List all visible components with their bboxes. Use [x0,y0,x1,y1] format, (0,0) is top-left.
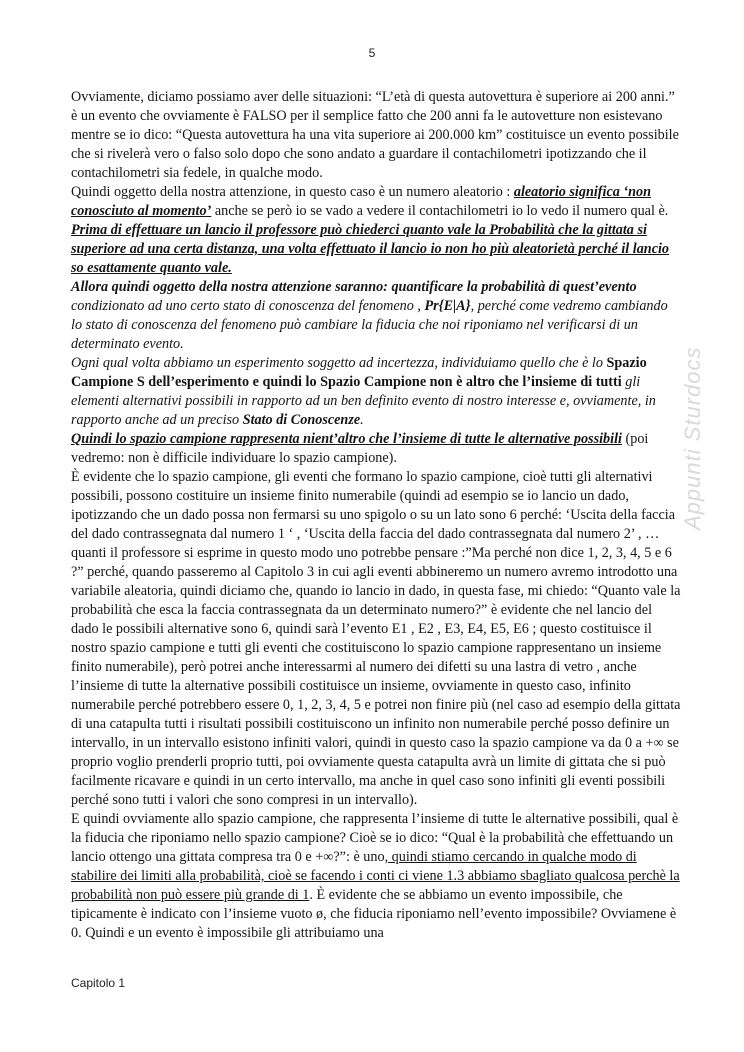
paragraph-5-text-b: (poi vedremo: non è difficile individuare lo spazio campione). [71,431,649,466]
paragraph-6: È evidente che lo spazio campione, gli eventi che formano lo spazio campione, cioè tutti gli alternativi possibili, possono costituire un insieme finito numerabile (quindi ad esempio se io lancio un dado, ipotizzando che un dado possa non fermarsi su uno spigolo o su un lato sono 6 perché: ‘Uscita della faccia del dado contrassegnata dal numero 1 ‘ , ‘Uscita della faccia del dado contrassegnata dal numero 2’ , … quanti il professore si esprime in questo modo uno potrebbe pensare :”Ma perché non dice 1, 2, 3, 4, 5 e 6 ?” perché, quando passeremo al Capitolo 3 in cui agli eventi abbineremo un numero avremo introdotto una variabile aleatoria, quindi diciamo che, quando io lancio in dado, in questa fase, mi chiedo: “Quanto vale la probabilità che esca la faccia contrassegnata da un determinato numero?” è evidente che nel lancio del dado le possibili alternative sono 6, quindi sarà l’evento E1 , E2 , E3, E4, E5, E6 ; questo costituisce il nostro spazio campione e tutti gli eventi che costituiscono lo spazio campione rappresentano un insieme finito numerabile), però potrei anche interessarmi al numero dei difetti su una lastra di vetro , anche l’insieme di tutte la alternative possibili costituisce un insieme, ovviamente in questo caso, infinito numerabile perché potrebbero essere 0, 1, 2, 3, 4, 5 e potrei non finire più (nel caso ad esempio della gittata di una catapulta tutti i risultati possibili costituiscono un infinito non numerabile perché posso definire un intervallo, in un intervallo esistono infiniti valori, quindi in questo caso la spazio campione va da 0 a +∞ se proprio voglio prenderli proprio tutti, poi ovviamente questa catapulta avrà un limite di gittata che si può facilmente ricavare e quindi in un certo intervallo, ma anche in quel caso sono infiniti gli eventi possibili perché sono tutti i valori che sono compresi in un intervallo). [71,469,681,808]
spazio-campione-summary: Quindi lo spazio campione rappresenta nient’altro che l’insieme di tutte le alternative possibili [71,431,622,447]
paragraph-3 [71,278,681,354]
paragraph-5 [71,430,681,468]
paragraph-2 [71,183,681,278]
probability-limits: quindi stiamo cercando in qualche modo di stabilire dei limiti alla probabilità, cioè se facendo i conti ci viene 1.3 abbiamo sbagliato qualcosa perchè la probabilità non può essere più grande di 1 [71,849,680,903]
paragraph-2-text-c: anche se però io se vado a vedere il contachilometri io lo vedo il numero qual è. [211,203,669,219]
paragraph-3-text-a: Allora quindi oggetto della nostra attenzione saranno: quantificare la probabilità di quest’evento [71,279,637,295]
page-number: 5 [368,46,376,60]
watermark: Appunti Sturdocs [680,346,705,530]
paragraph-7 [71,810,681,943]
document-body [71,88,681,943]
catapult-example: Prima di effettuare un lancio il professore può chiederci quanto vale la Probabilità che la gittata si superiore ad una certa distanza, una volta effettuato il lancio io non ho più aleatorietà perché il lancio so esattamente quanto vale. [71,222,670,276]
paragraph-7-text-a: E quindi ovviamente allo spazio campione, che rappresenta l’insieme di tutte le alternative possibili, qual è la fiducia che riponiamo nello spazio campione? Cioè se io dico: “Qual è la probabilità che effettuando un lancio ottengo una gittata compresa tra 0 e +∞?”: è uno, [71,811,679,865]
paragraph-4 [71,354,681,430]
paragraph-3-text-d: , perché come vedremo cambiando lo stato di conoscenza del fenomeno può cambiare la fiducia che noi riponiamo nel verificarsi di un determinato evento. [71,298,668,352]
paragraph-7-text-c: . È evidente che se abbiamo un evento impossibile, che tipicamente è indicato con l’insieme vuoto ø, che fiducia riponiamo nell’evento impossibile? Ovviamene è 0. Quindi e un evento è impossibile gli attribuiamo una [71,887,677,941]
aleatorio-definition: aleatorio significa ‘non conosciuto al momento’ [71,184,652,219]
paragraph-4-text-a: Ogni qual volta abbiamo un esperimento soggetto ad incertezza, individuiamo quello che è lo [71,355,607,371]
paragraph-3-text-b: condizionato ad uno certo stato di conoscenza del fenomeno , [71,298,425,314]
page-footer: Capitolo 1 [71,976,126,990]
paragraph-4-text-e: . [360,412,364,428]
paragraph-2-text-a: Quindi oggetto della nostra attenzione, in questo caso è un numero aleatorio : [71,184,514,200]
conditional-probability: Pr{E|A} [424,298,471,314]
paragraph-4-text-c: gli elementi alternativi possibili in rapporto ad un ben definito evento di nostro interesse e, ovviamente, in rapporto anche ad un preciso [71,374,656,428]
stato-di-conoscenze: Stato di Conoscenze [242,412,361,428]
spazio-campione-definition: Spazio Campione S dell’esperimento e quindi lo Spazio Campione non è altro che l’insieme di tutti [71,355,647,390]
paragraph-1: Ovviamente, diciamo possiamo aver delle situazioni: “L’età di questa autovettura è superiore ai 200 anni.” è un evento che ovviamente è FALSO per il semplice fatto che 200 anni fa le autovetture non esistevano mentre se io dico: “Questa autovettura ha una vita superiore ai 200.000 km” costituisce un evento possibile che si rivelerà vero o falso solo dopo che sono andato a guardare il contachilometri ipotizzando che il contachilometri sia fedele, in qualche modo. [71,89,679,181]
